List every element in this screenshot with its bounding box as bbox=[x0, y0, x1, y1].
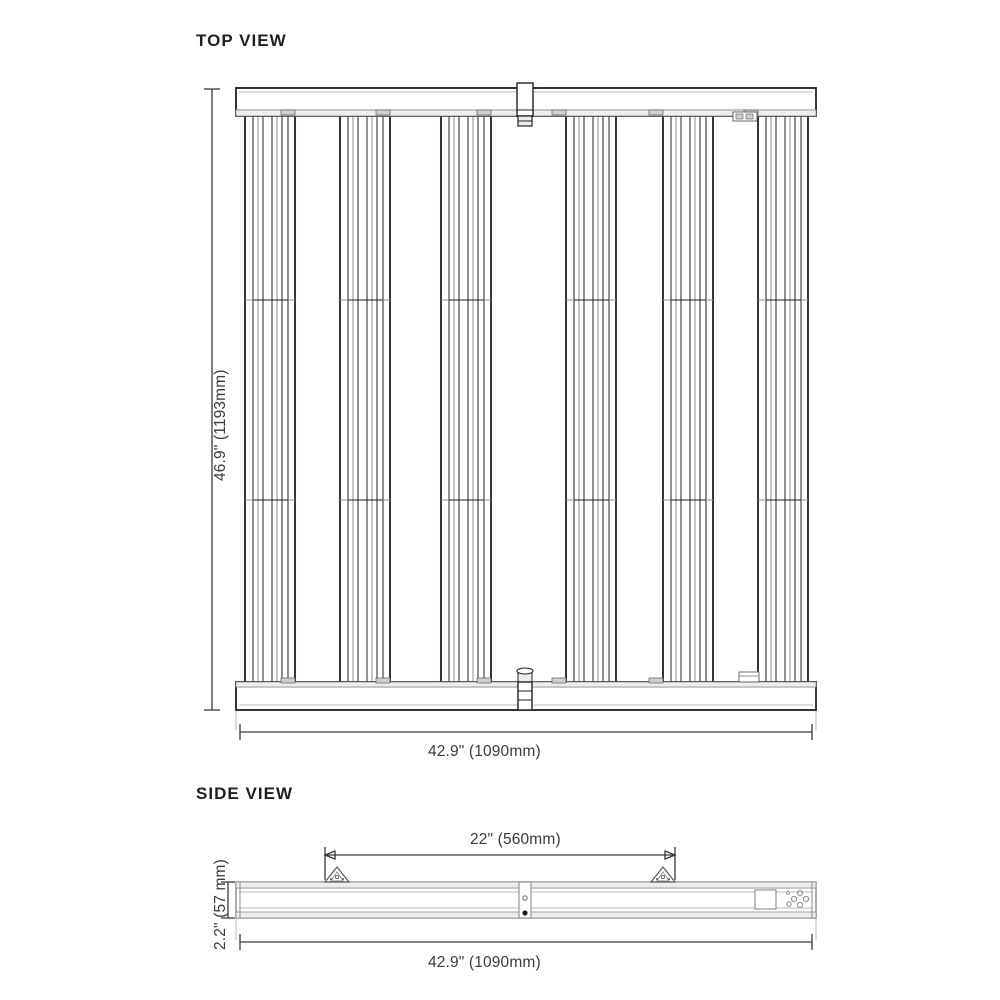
side-view-thickness-dimension-line bbox=[221, 882, 235, 918]
side-view-title: SIDE VIEW bbox=[196, 784, 294, 803]
side-view-thickness-dimension-label: 2.2" (57 mm) bbox=[212, 859, 229, 950]
side-view-hanger-spacing-dimension-label: 22" (560mm) bbox=[470, 831, 561, 848]
top-view-title: TOP VIEW bbox=[196, 31, 287, 50]
side-view-center-joint bbox=[519, 882, 531, 918]
hanger-bracket bbox=[325, 867, 349, 882]
control-panel-display bbox=[755, 890, 776, 909]
side-view-hanger-dimension-line bbox=[325, 847, 675, 880]
side-view-width-dimension-line bbox=[240, 934, 812, 950]
side-view-extension-lines bbox=[236, 918, 816, 940]
top-view-height-dimension-label: 46.9" (1193mm) bbox=[212, 369, 229, 481]
top-view-width-dimension-label: 42.9" (1090mm) bbox=[428, 743, 541, 760]
hanger-bracket bbox=[651, 867, 675, 882]
side-view-width-dimension-label: 42.9" (1090mm) bbox=[428, 954, 541, 971]
